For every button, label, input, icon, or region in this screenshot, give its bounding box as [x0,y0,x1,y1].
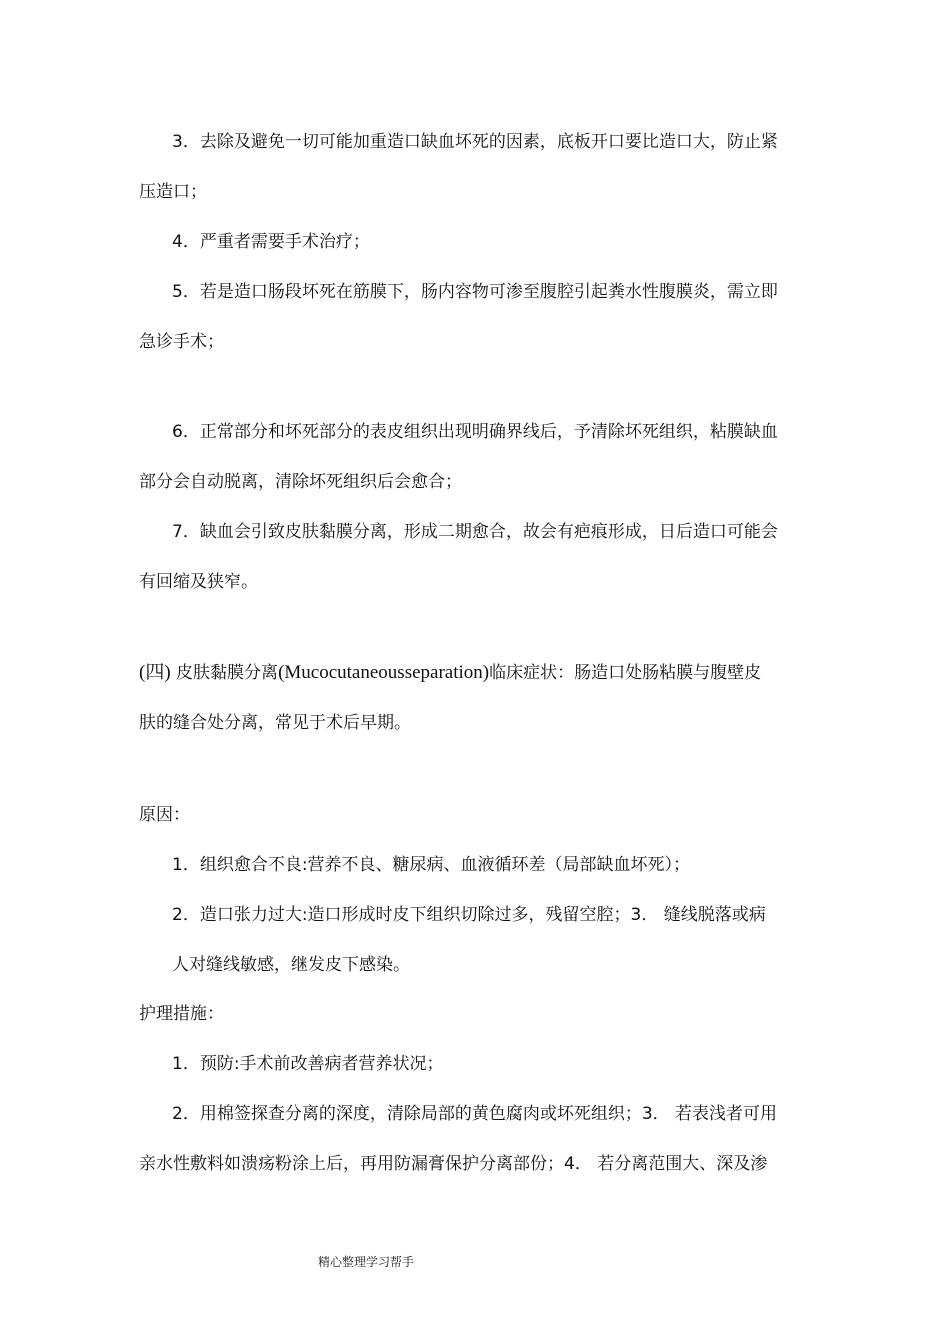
section-4-title: 皮肤黏膜分离 [170,663,279,683]
care-item-2-line-2: 亲水性敷料如溃疡粉涂上后，再用防漏膏保护分离部份；4． 若分离范围大、深及渗 [139,1154,768,1174]
section-4-number: (四) [139,662,171,683]
paragraph-4: 4．严重者需要手术治疗； [172,232,370,252]
paragraph-3-line-1: 3．去除及避免一切可能加重造口缺血坏死的因素，底板开口要比造口大，防止紧 [172,132,778,152]
section-4-symptoms: 临床症状：肠造口处肠粘膜与腹壁皮 [489,663,762,683]
care-item-1: 1．预防:手术前改善病者营养状况； [172,1054,444,1074]
care-label: 护理措施： [139,1004,224,1024]
section-4-english-term: (Mucocutaneousseparation) [278,662,490,683]
section-4-line-2: 肤的缝合处分离，常见于术后早期。 [139,713,411,733]
causes-item-2-line-1: 2．造口张力过大:造口形成时皮下组织切除过多，残留空腔；3． 缝线脱落或病 [172,905,766,925]
causes-item-1: 1．组织愈合不良:营养不良、糖尿病、血液循环差（局部缺血坏死）； [172,855,691,875]
section-4-heading [139,662,761,684]
paragraph-3-line-2: 压造口； [139,182,207,202]
paragraph-6-line-2: 部分会自动脱离，清除坏死组织后会愈合； [139,472,462,492]
paragraph-5-line-2: 急诊手术； [139,332,224,352]
paragraph-7-line-2: 有回缩及狭窄。 [139,572,258,592]
paragraph-6-line-1: 6．正常部分和坏死部分的表皮组织出现明确界线后，予清除坏死组织，粘膜缺血 [172,422,778,442]
causes-label: 原因： [139,805,190,825]
care-item-2-line-1: 2．用棉签探查分离的深度，清除局部的黄色腐肉或坏死组织；3． 若表浅者可用 [172,1104,778,1124]
causes-item-2-line-2: 人对缝线敏感，继发皮下感染。 [172,955,410,975]
page-footer: 精心整理学习帮手 [318,1255,415,1269]
paragraph-7-line-1: 7．缺血会引致皮肤黏膜分离，形成二期愈合，故会有疤痕形成，日后造口可能会 [172,522,778,542]
paragraph-5-line-1: 5．若是造口肠段坏死在筋膜下，肠内容物可渗至腹腔引起粪水性腹膜炎，需立即 [172,282,778,302]
